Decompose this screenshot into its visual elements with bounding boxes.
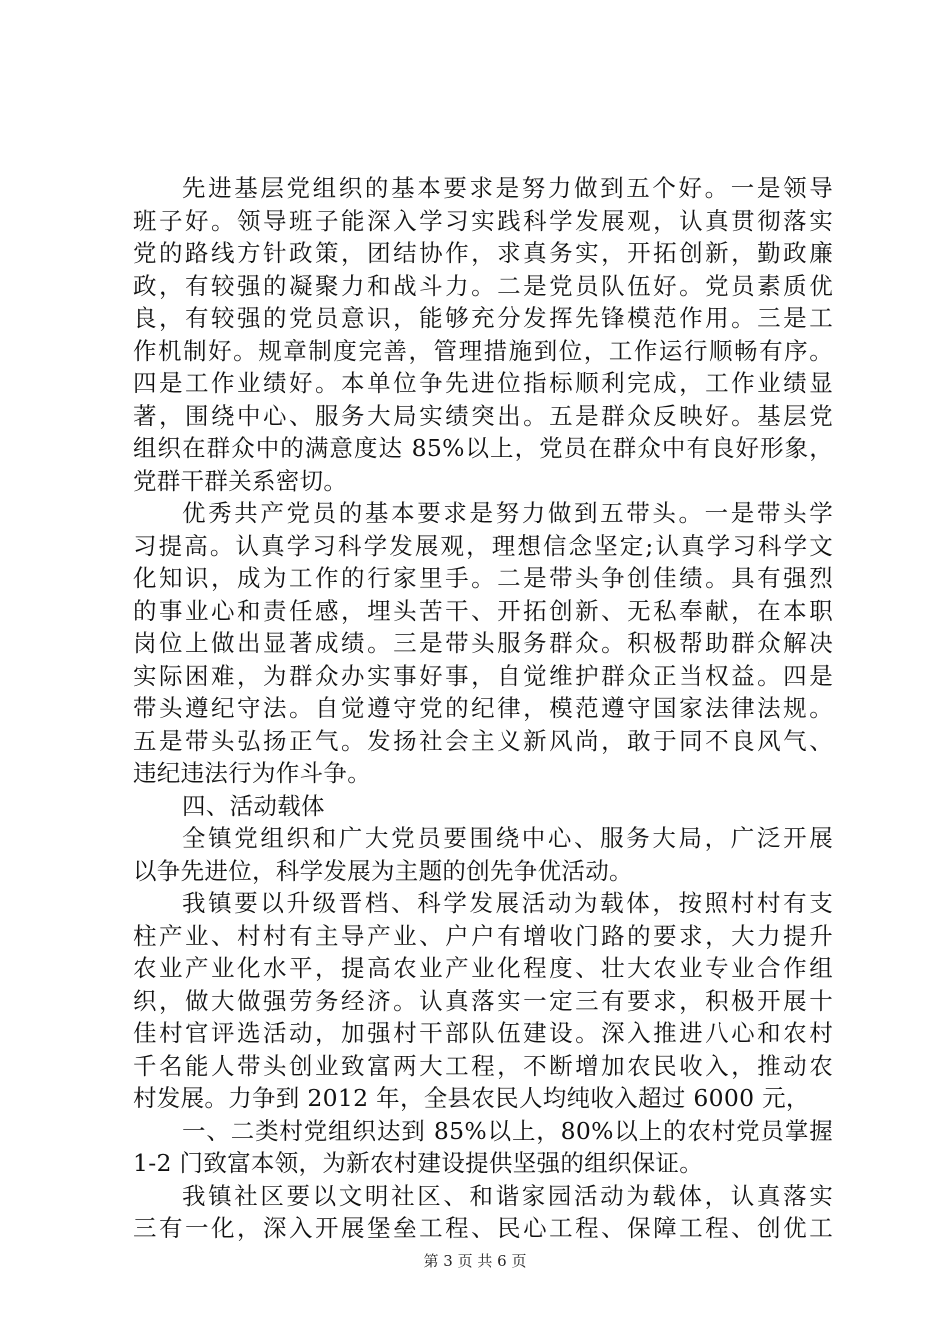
paragraph-line: 一、二类村党组织达到 85%以上，80%以上的农村党员掌握 — [182, 1116, 833, 1145]
paragraph-line: 先进基层党组织的基本要求是努力做到五个好。一是领导 — [182, 174, 833, 202]
paragraph-line: 全镇党组织和广大党员要围绕中心、服务大局，广泛开展 — [182, 824, 833, 852]
paragraph-line: 优秀共产党员的基本要求是努力做到五带头。一是带头学 — [182, 499, 833, 527]
paragraph-line: 五是带头弘扬正气。发扬社会主义新风尚，敢于同不良风气、 — [133, 726, 833, 755]
paragraph-line: 柱产业、村村有主导产业、户户有增收门路的要求，大力提升 — [133, 921, 833, 950]
paragraph-line: 政，有较强的凝聚力和战斗力。二是党员队伍好。党员素质优 — [133, 271, 833, 300]
paragraph-line: 班子好。领导班子能深入学习实践科学发展观，认真贯彻落实 — [133, 206, 833, 235]
paragraph-line: 化知识，成为工作的行家里手。二是带头争创佳绩。具有强烈 — [133, 564, 833, 592]
paragraph-line: 带头遵纪守法。自觉遵守党的纪律，模范遵守国家法律法规。 — [133, 694, 833, 722]
paragraph-line: 著，围绕中心、服务大局实绩突出。五是群众反映好。基层党 — [133, 401, 833, 430]
paragraph-line: 的事业心和责任感，埋头苦干、开拓创新、无私奉献，在本职 — [133, 596, 833, 625]
page-footer: 第 3 页 共 6 页 — [423, 1252, 527, 1270]
paragraph-line: 以争先进位，科学发展为主题的创先争优活动。 — [133, 856, 633, 885]
paragraph-line: 作机制好。规章制度完善，管理措施到位，工作运行顺畅有序。 — [133, 336, 833, 365]
paragraph-line: 四是工作业绩好。本单位争先进位指标顺利完成，工作业绩显 — [133, 369, 833, 397]
paragraph-line: 1-2 门致富本领，为新农村建设提供坚强的组织保证。 — [133, 1149, 704, 1177]
paragraph-line: 农业产业化水平，提高农业产业化程度、壮大农业专业合作组 — [133, 954, 833, 982]
paragraph-line: 千名能人带头创业致富两大工程，不断增加农民收入，推动农 — [133, 1051, 833, 1080]
paragraph-line: 我镇社区要以文明社区、和谐家园活动为载体，认真落实 — [182, 1181, 833, 1210]
paragraph-line: 佳村官评选活动，加强村干部队伍建设。深入推进八心和农村 — [133, 1019, 833, 1047]
paragraph-line: 党群干群关系密切。 — [133, 466, 348, 495]
paragraph-line: 三有一化，深入开展堡垒工程、民心工程、保障工程、创优工 — [133, 1214, 833, 1242]
paragraph-line: 良，有较强的党员意识，能够充分发挥先锋模范作用。三是工 — [133, 304, 833, 332]
paragraph-line: 违纪违法行为作斗争。 — [133, 759, 371, 787]
paragraph-line: 党的路线方针政策，团结协作，求真务实，开拓创新，勤政廉 — [133, 239, 833, 267]
paragraph-line: 实际困难，为群众办实事好事，自觉维护群众正当权益。四是 — [133, 661, 833, 690]
document-body — [133, 172, 833, 1245]
paragraph-line: 组织在群众中的满意度达 85%以上，党员在群众中有良好形象， — [133, 434, 833, 462]
paragraph-line: 习提高。认真学习科学发展观，理想信念坚定;认真学习科学文 — [133, 531, 833, 560]
section-heading: 四、活动载体 — [182, 791, 325, 820]
paragraph-line: 织，做大做强劳务经济。认真落实一定三有要求，积极开展十 — [133, 986, 833, 1015]
paragraph-line: 村发展。力争到 2012 年，全县农民人均纯收入超过 6000 元， — [133, 1084, 810, 1112]
paragraph-line: 岗位上做出显著成绩。三是带头服务群众。积极帮助群众解决 — [133, 629, 833, 657]
paragraph-line: 我镇要以升级晋档、科学发展活动为载体，按照村村有支 — [182, 889, 833, 917]
